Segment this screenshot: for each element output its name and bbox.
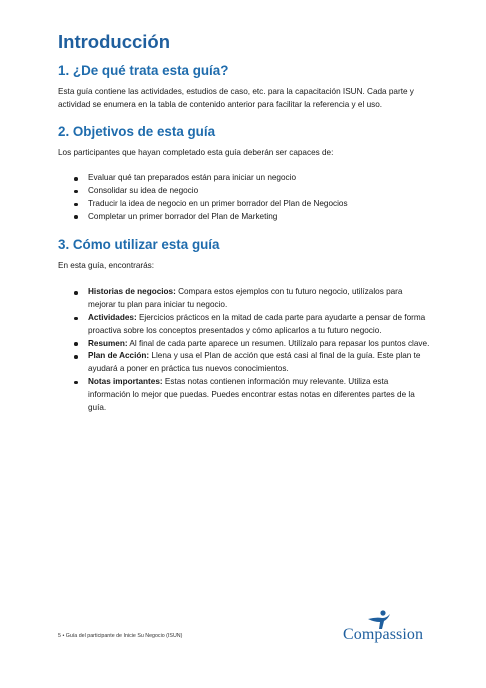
section-3-paragraph: En esta guía, encontrarás: [58,260,155,270]
compassion-logo [340,612,440,646]
list-item: Completar un primer borrador del Plan de Marketing [58,211,430,224]
section-heading-3: 3. Cómo utilizar esta guía [58,236,220,252]
document-page [58,30,430,414]
item-text: Compara estos ejemplos con tu futuro negocio, utilízalos para mejorar tu plan para iniciar tu negocio. [88,287,403,310]
item-term: Actividades: [88,312,137,322]
bullet-icon [74,215,78,219]
page-footer [58,633,182,639]
list-item: Traducir la idea de negocio en un primer borrador del Plan de Negocios [58,198,430,211]
list-item: Consolidar su idea de negocio [58,185,430,198]
footer-text: • Guía del participante de Inicie Su Negocio (ISUN) [62,633,183,639]
bullet-icon [74,203,78,207]
bullet-icon [74,291,78,295]
list-item [58,376,430,414]
section-heading-2: 2. Objetivos de esta guía [58,123,216,139]
bullet-icon [74,190,78,194]
item-text: Al final de cada parte aparece un resumen. Utilízalo para repasar los puntos clave. [127,338,430,348]
list-item [58,338,430,351]
page-number: 5 [58,633,61,639]
list-item [58,350,430,376]
section-2-paragraph: Los participantes que hayan completado esta guía deberán ser capaces de: [58,147,334,157]
page-title: Introducción [58,31,171,52]
usage-list [58,286,430,414]
objectives-list [58,172,430,223]
section-1-paragraph: Esta guía contiene las actividades, estudios de caso, etc. para la capacitación ISUN. Cada parte y actividad se enumera en la tabla de contenido anterior para facilitar la referencia y el uso. [58,87,414,109]
bullet-icon [74,317,78,321]
item-term: Resumen: [88,338,128,348]
item-text: Estas notas contienen información muy relevante. Utiliza esta información lo mejor que puedas. Puedes encontrar estas notas en diferentes partes de la guía. [88,376,415,412]
bullet-icon [74,381,78,385]
section-heading-1: 1. ¿De qué trata esta guía? [58,63,229,78]
list-item: Evaluar qué tan preparados están para iniciar un negocio [58,172,430,185]
bullet-icon [74,177,78,181]
list-item [58,312,430,338]
item-text: Ejercicios prácticos en la mitad de cada parte para ayudarte a pensar de forma proactiva sobre los conceptos presentados y cómo aplicarlos a tu futuro negocio. [88,312,426,335]
bullet-icon [74,355,78,359]
item-term: Historias de negocios: [88,287,176,297]
bullet-icon [74,342,78,346]
item-term: Notas importantes: [88,376,163,386]
logo-wordmark: Compassion [343,626,424,643]
item-term: Plan de Acción: [88,351,150,361]
list-item [58,286,430,312]
item-text: Llena y usa el Plan de acción que está casi al final de la guía. Este plan te ayudará a poner en práctica tus nuevos conocimientos. [88,351,421,374]
